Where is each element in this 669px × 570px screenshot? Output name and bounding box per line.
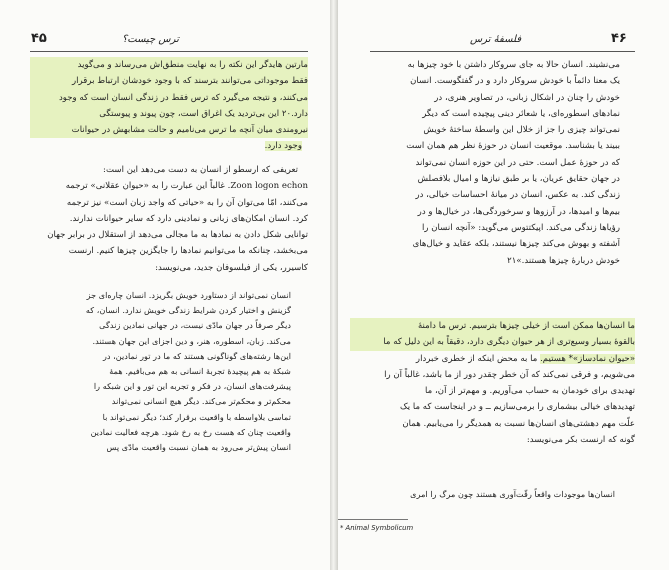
text-line: انسان‌ها موجودات واقعاً رقّت‌آوری هستند چون مرگ را امری bbox=[410, 489, 615, 499]
header-rule-left bbox=[30, 51, 308, 52]
text-line: این‌ها رشته‌های گوناگونی هستند که ما در تور نمادین، در bbox=[102, 350, 291, 361]
text-line: انسان نمی‌تواند از دستاورد خویش بگریزد. انسان چاره‌ای جز bbox=[86, 290, 291, 300]
text-line: پیشرفت‌های انسان، در فکر و تجربه این تور و این شبکه را bbox=[93, 381, 291, 392]
text-line bbox=[30, 138, 308, 154]
footnote: * Animal Symbolicum bbox=[340, 524, 414, 532]
text-fragment: ما به محض اینکه از خطری خبردار bbox=[415, 353, 538, 364]
text-line: ببیند یا بشناسد. موقعیت انسان در حوزهٔ نظر هم همان است bbox=[406, 141, 620, 152]
highlighted-passage-left bbox=[30, 57, 308, 155]
text-line: توانایی شکل دادن به نمادها به ما مجالی می‌دهد از استقلال در برابر جهان bbox=[47, 230, 308, 241]
text-line: کاسیرر، یکی از فیلسوفان جدید، می‌نویسد: bbox=[155, 262, 308, 273]
text-line: بالقوهٔ بسیار وسیع‌تری از هر حیوان دیگری دارد، دقیقاً به این دلیل که ما bbox=[350, 334, 635, 350]
highlighted-fragment: «حیوان نمادساز»* هستیم. bbox=[540, 353, 635, 364]
text-line: در جهان حقایق عریان، یا بر طبق نیازها و امیال بلافصلش bbox=[417, 174, 620, 185]
text-line: خودش را چنان در اشکال زبانی، در تصاویر هنری، در bbox=[434, 92, 620, 103]
text-line: کرد. انسان امکان‌های زبانی و نمادینی دارد که سایر حیوانات ندارند. bbox=[69, 213, 308, 224]
left-page bbox=[0, 0, 330, 570]
text-line: گزینش و اختیار کردن شرایط زندگی خویش ندارد. انسان، که bbox=[85, 305, 291, 316]
text-line bbox=[350, 351, 635, 367]
text-line: شبکهٔ به هم پیچیدهٔ تجربهٔ انسانی به هم می‌بافیم. همهٔ bbox=[109, 365, 291, 376]
highlighted-fragment: وجود دارد. bbox=[264, 141, 302, 152]
text-line: بیم‌ها و امیدها، در آرزوها و سرخوردگی‌ها، در خیال‌ها و در bbox=[417, 206, 620, 217]
text-line: انسان پیش‌تر می‌رود به همان نسبت واقعیت مادّی پس bbox=[106, 441, 291, 452]
page-number-right: ۴۶ bbox=[611, 31, 627, 46]
paragraph-right bbox=[370, 57, 620, 269]
text-line: تماسی بلاواسطه با واقعیت برقرار کند؛ دیگر نمی‌تواند با bbox=[102, 411, 291, 422]
footnote-rule bbox=[338, 519, 408, 520]
text-line: گونه که ارنست بکر می‌نویسد: bbox=[526, 435, 635, 446]
text-line: علّت مهم دهشتی‌های انسان‌ها نسبت به همدیگر را می‌یابیم. همان bbox=[402, 418, 635, 429]
text-line: یک معنا دائماً با خودش سروکار دارد و در گفتگوست. انسان bbox=[410, 76, 620, 87]
text-line: می‌کنند، امّا می‌توان آن را به «حیاتی که واجد زبان است» نیز ترجمه bbox=[66, 197, 308, 208]
text-line: تعریفی که ارسطو از انسان به دست می‌دهد این است: bbox=[103, 165, 298, 175]
text-line: نمی‌تواند چیزی را جز از خلال این واسطهٔ ساختهٔ خویش bbox=[423, 125, 620, 136]
right-page bbox=[338, 0, 669, 570]
text-line: نمادهای اسطوره‌ای، یا شعائر دینی پیچیده است که دیگر bbox=[422, 108, 620, 119]
text-line: خودش دربارهٔ چیزها هستند.»۲۱ bbox=[507, 255, 620, 266]
text-line: می‌شویم، و فرقی نمی‌کند که آن خطر چقدر دور از ما باشد، غالباً آن را bbox=[384, 369, 635, 380]
running-title-right: فلسفهٔ ترس bbox=[470, 34, 522, 45]
book-gutter bbox=[330, 0, 338, 570]
blockquote-left bbox=[38, 288, 291, 455]
text-line: زندگی کند. به عکس، انسان در میانهٔ احساسات خیالی، در bbox=[415, 190, 620, 201]
text-line: می‌کند. زبان، اسطوره، هنر، و دین اجزای این جهان هستند. bbox=[92, 335, 291, 346]
text-line: مارتین هایدگر این نکته را به نهایت منطق‌اش می‌رساند و می‌گوید bbox=[30, 57, 308, 73]
blockquote-right bbox=[360, 487, 615, 502]
text-line: تهدیدی برای خودمان به حساب می‌آوریم. و مهم‌تر از آن، ما bbox=[425, 386, 635, 397]
highlighted-passage-right bbox=[350, 318, 635, 448]
text-line: آشفته و بهوش می‌کند چیزها نیستند، بلکه عقاید و خیال‌های bbox=[412, 239, 620, 250]
running-title-left: ترس چیست؟ bbox=[122, 34, 179, 45]
text-line: می‌بخشد، چنانکه ما می‌توانیم نمادها را جایگزین چیزها کنیم. ارنست bbox=[68, 246, 308, 257]
text-line: که در حوزهٔ عمل است. حتی در این حوزه انسان نمی‌تواند bbox=[415, 157, 620, 168]
text-line: می‌کنند، و نتیجه می‌گیرد که ترس فقط در زندگی انسان است که وجود bbox=[30, 90, 308, 106]
text-line: دارد.۲۰ این بی‌تردید یک اغراق است، چون پیوند و پیوستگی bbox=[30, 106, 308, 122]
text-line: می‌نشیند. انسان حالا به جای سروکار داشتن با خود چیزها به bbox=[407, 60, 620, 70]
text-line: محکم‌تر و محکم‌تر می‌کند. دیگر هیچ انسانی نمی‌تواند bbox=[111, 396, 291, 407]
header-rule-right bbox=[370, 51, 635, 52]
text-line: واقعیت چنان که هست رخ به رخ شود. هرچه فعالیت نمادین bbox=[90, 426, 291, 437]
text-line: ما انسان‌ها ممکن است از خیلی چیزها بترسیم. ترس ما دامنهٔ bbox=[350, 318, 635, 334]
text-line: فقط موجوداتی می‌توانند بترسند که با وجود خودشان ارتباط برقرار bbox=[30, 73, 308, 89]
text-line: Zoon logon echon. غالباً این عبارت را به «حیوان عقلانی» ترجمه bbox=[65, 181, 308, 192]
text-line: دیگر صرفاً در جهان مادّی نیست، در جهانی نمادین زندگی bbox=[99, 320, 291, 331]
text-line: نیرومندی میان آنچه ما ترس می‌نامیم و حالت مشابهش در حیوانات bbox=[30, 122, 308, 138]
text-line: تهدیدهای خیالی بیشماری را برمی‌سازیم ــ و در اینجاست که ما یک bbox=[400, 402, 635, 413]
text-line: رؤیاها زندگی می‌کند. اپیکتتوس می‌گوید: «آنچه انسان را bbox=[421, 222, 620, 233]
page-number-left: ۴۵ bbox=[31, 31, 47, 46]
paragraph-left bbox=[30, 162, 308, 276]
